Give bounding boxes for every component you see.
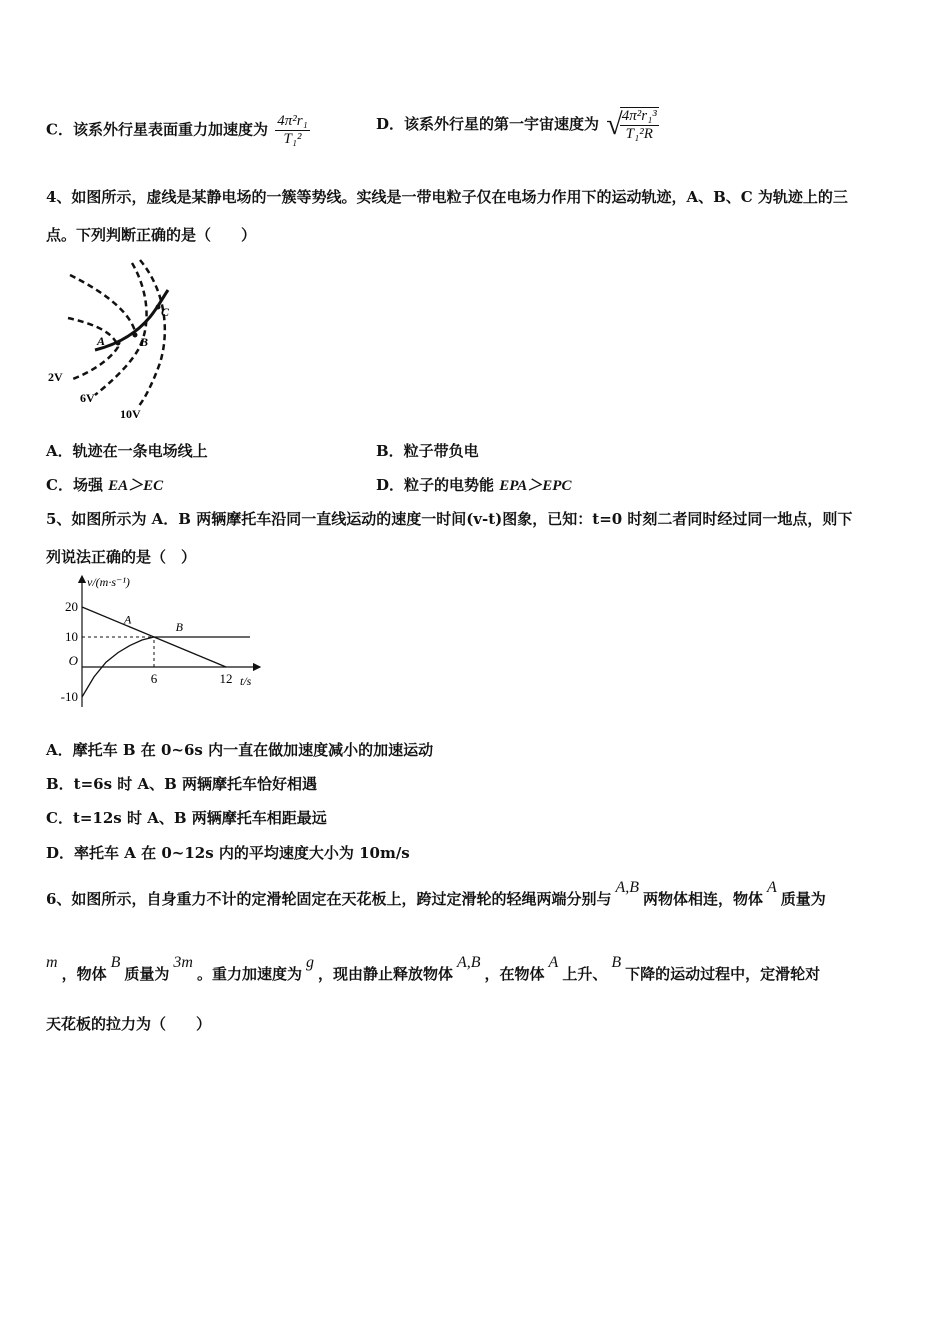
q3-option-d-text: 该系外行星的第一宇宙速度为 (404, 115, 600, 133)
q5-option-c[interactable]: C．t=12s 时 A、B 两辆摩托车相距最远 (46, 809, 327, 827)
q3-option-d-numerator: 4π²r₁³ (621, 108, 657, 124)
q4-option-c-prefix: C．场强 (46, 476, 109, 494)
q3-option-c-text: 该系外行星表面重力加速度为 (72, 120, 268, 139)
q6-line1-a: 6、如图所示，自身重力不计的定滑轮固定在天花板上，跨过定滑轮的轻绳两端分别与 (46, 890, 612, 908)
q6-sym-ab-1: A,B (615, 879, 639, 896)
potential-label-2v: 2V (48, 370, 63, 384)
y-tick-label: O (68, 653, 78, 668)
q6-sym-a-2: A (548, 954, 559, 971)
q5-stem-line1: 5、如图所示为 A．B 两辆摩托车沿同一直线运动的速度一时间(v-t)图象，已知：t=0 时刻二者同时经过同一地点，则下 (46, 510, 853, 528)
q6-line2 (46, 954, 821, 984)
point-a-dot (116, 341, 121, 346)
q6-line2-a: ，物体 (61, 965, 107, 983)
potential-label-10v: 10V (120, 407, 141, 421)
series-b-label: B (175, 620, 183, 634)
q6-sym-3m: 3m (173, 954, 193, 971)
point-a-label: A (97, 334, 106, 348)
point-c-label: C (161, 305, 170, 319)
particle-trajectory (95, 290, 168, 350)
q6-line1-b: 两物体相连，物体 (643, 890, 764, 908)
q5-option-a[interactable]: A．摩托车 B 在 0~6s 内一直在做加速度减小的加速运动 (46, 741, 434, 759)
q4-stem-line1: 4、如图所示，虚线是某静电场的一簇等势线。实线是一带电粒子仅在电场力作用下的运动轨迹，A、B、C 为轨迹上的三 (46, 188, 848, 206)
q3-option-d-letter: D． (376, 115, 405, 133)
q5-stem-line2: 列说法正确的是（ ） (46, 548, 197, 566)
point-b-label: B (140, 335, 149, 349)
q4-figure-equipotential (40, 255, 200, 425)
q4-option-d-prefix: D．粒子的电势能 (376, 476, 500, 494)
point-c-dot (156, 305, 161, 310)
q6-line2-g: 下降的运动过程中，定滑轮对 (625, 965, 821, 983)
q6-line2-f: 上升、 (562, 965, 608, 983)
q3-option-c[interactable] (46, 113, 310, 148)
equipotential-line-upper (70, 275, 136, 335)
q3-option-c-letter: C． (46, 120, 73, 139)
q4-option-a[interactable]: A．轨迹在一条电场线上 (46, 442, 208, 460)
q5-vt-chart (50, 572, 270, 712)
q6-sym-b-1: B (110, 954, 121, 971)
series-a-label: A (124, 612, 132, 627)
q4-option-d[interactable] (376, 474, 571, 495)
q6-line2-b: 质量为 (124, 965, 170, 983)
q6-line2-e: ，在物体 (484, 965, 545, 983)
y-tick-label: 20 (65, 599, 78, 614)
q5-option-d[interactable]: D．率托车 A 在 0~12s 内的平均速度大小为 10m/s (46, 844, 410, 862)
equipotential-line-2v (68, 318, 118, 380)
q6-sym-a-1: A (767, 879, 777, 896)
sqrt-icon: √ (606, 108, 623, 141)
q6-sym-ab-2: A,B (456, 954, 481, 971)
q3-option-c-denominator: T₁² (275, 130, 310, 148)
q3-option-c-numerator: 4π²r₁ (277, 113, 308, 129)
q6-line1 (46, 879, 826, 909)
q4-option-c[interactable] (46, 474, 163, 495)
q4-option-d-formula: EPA＞EPC (499, 478, 572, 494)
q6-line2-c: 。重力加速度为 (196, 965, 302, 983)
q5-option-b[interactable]: B．t=6s 时 A、B 两辆摩托车恰好相遇 (46, 775, 318, 793)
q4-option-b[interactable]: B．粒子带负电 (376, 442, 479, 460)
q3-option-d[interactable] (376, 107, 659, 143)
x-tick-label: 12 (219, 671, 233, 686)
q3-option-d-fraction (620, 107, 659, 143)
q6-sym-b-2: B (611, 954, 622, 971)
q3-option-c-fraction (275, 113, 310, 148)
point-b-dot (133, 333, 138, 338)
q6-sym-m: m (46, 954, 58, 971)
potential-label-6v: 6V (80, 391, 95, 405)
y-tick-label: -10 (60, 689, 78, 704)
y-tick-label: 10 (65, 629, 78, 644)
x-axis-label: t/s (240, 674, 252, 688)
q4-stem-line2: 点。下列判断正确的是（ ） (46, 226, 257, 244)
x-tick-label: 6 (150, 671, 158, 686)
q4-option-c-formula: EA＞EC (108, 478, 164, 494)
y-axis-label: v/(m·s⁻¹) (87, 575, 130, 589)
q3-option-d-denominator: T₁²R (620, 125, 659, 143)
q6-sym-g: g (305, 954, 314, 971)
q6-line1-c: 质量为 (780, 890, 826, 908)
q6-line2-d: ，现由静止释放物体 (317, 965, 453, 983)
q6-line3: 天花板的拉力为（ ） (46, 1015, 212, 1033)
